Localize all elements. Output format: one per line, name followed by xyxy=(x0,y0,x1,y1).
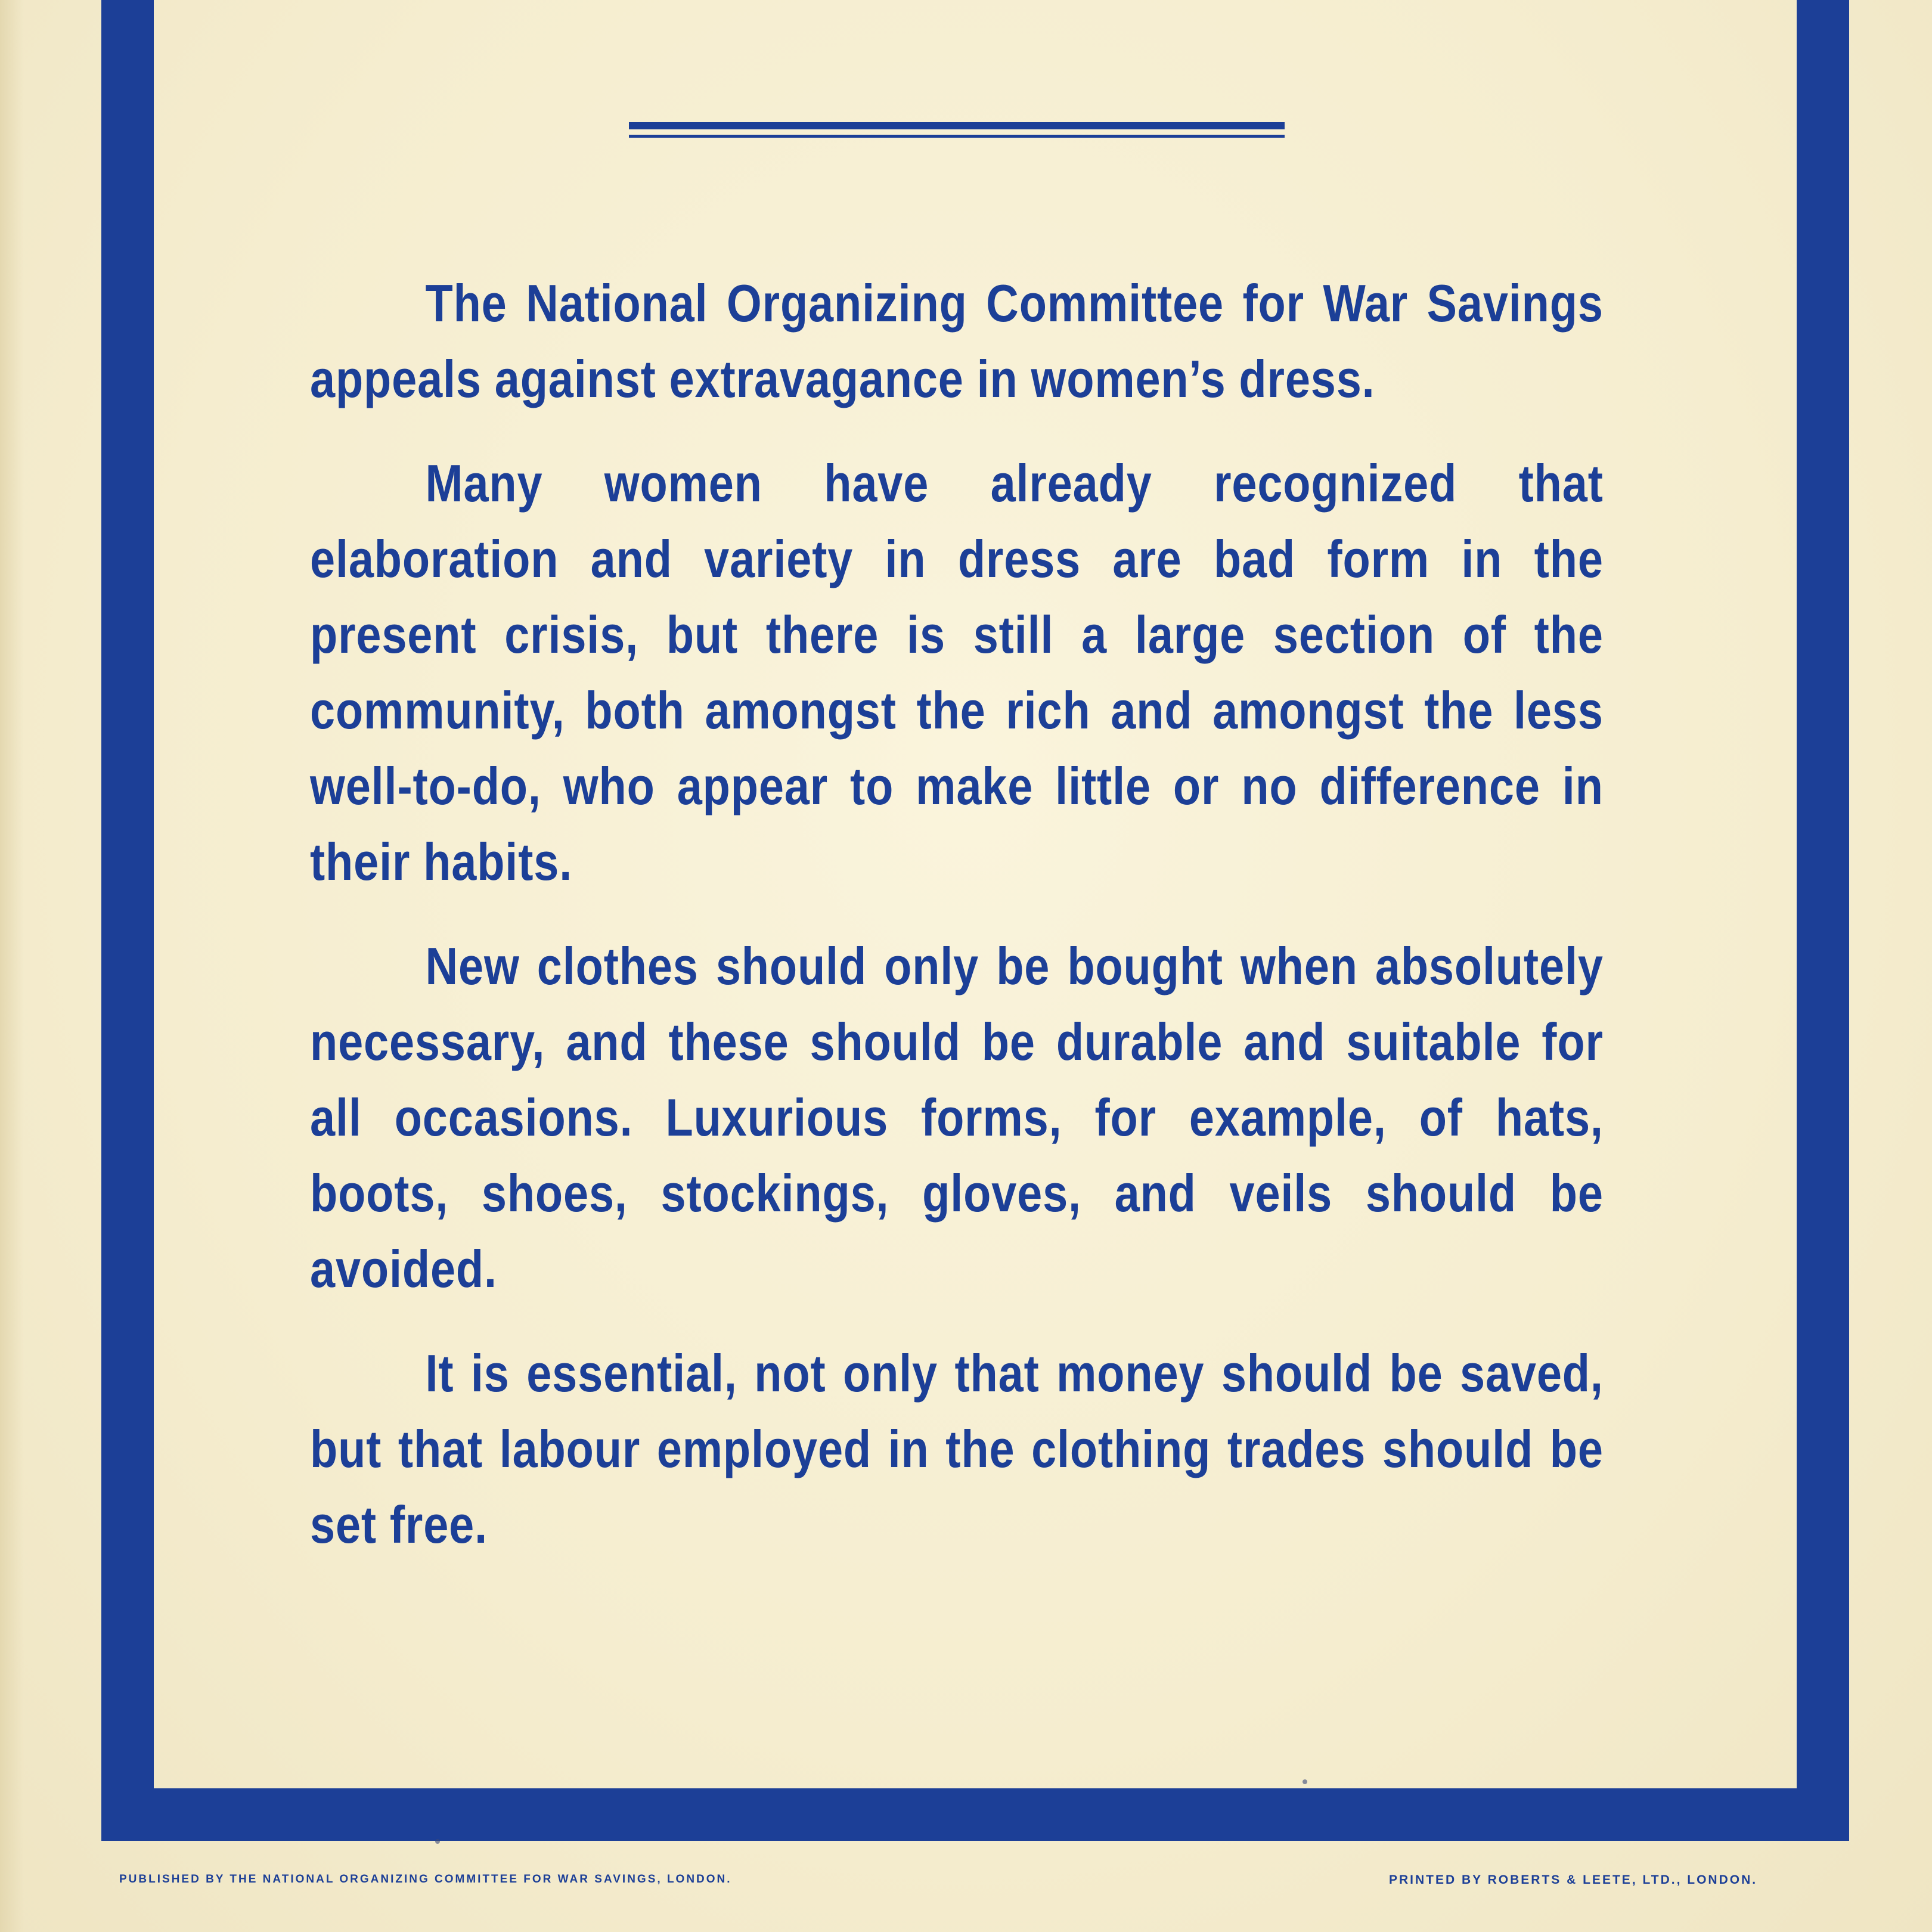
publisher-credit: PUBLISHED BY THE NATIONAL ORGANIZING COMMITTEE FOR WAR SAVINGS, LONDON. xyxy=(119,1873,732,1886)
notice-paragraph-4: It is essential, not only that money should be saved, but that labour employed in the clothing trades should be set free. xyxy=(310,1344,1604,1554)
notice-body xyxy=(310,265,1604,1591)
ink-speck xyxy=(435,1839,440,1844)
ink-speck xyxy=(1303,1779,1307,1784)
notice-paragraph-3: New clothes should only be bought when absolutely necessary, and these should be durable and suitable for all occasions. Luxurious forms, for example, of hats, boots, shoes, stockings, gloves, and veils should be avoided. xyxy=(310,936,1604,1298)
notice-paragraph-1: The National Organizing Committee for War Savings appeals against extravagance in women’s dress. xyxy=(310,274,1604,408)
header-rule-thin xyxy=(629,135,1285,138)
paper-edge-shadow xyxy=(0,0,24,1932)
printer-credit: PRINTED BY ROBERTS & LEETE, LTD., LONDON. xyxy=(1389,1873,1758,1887)
notice-paragraph-2: Many women have already recognized that elaboration and variety in dress are bad form in the present crisis, but there is still a large section of the community, both amongst the rich and amongst the less well-to-do, who appear to make little or no difference in their habits. xyxy=(310,454,1604,891)
header-rule-thick xyxy=(629,122,1285,129)
